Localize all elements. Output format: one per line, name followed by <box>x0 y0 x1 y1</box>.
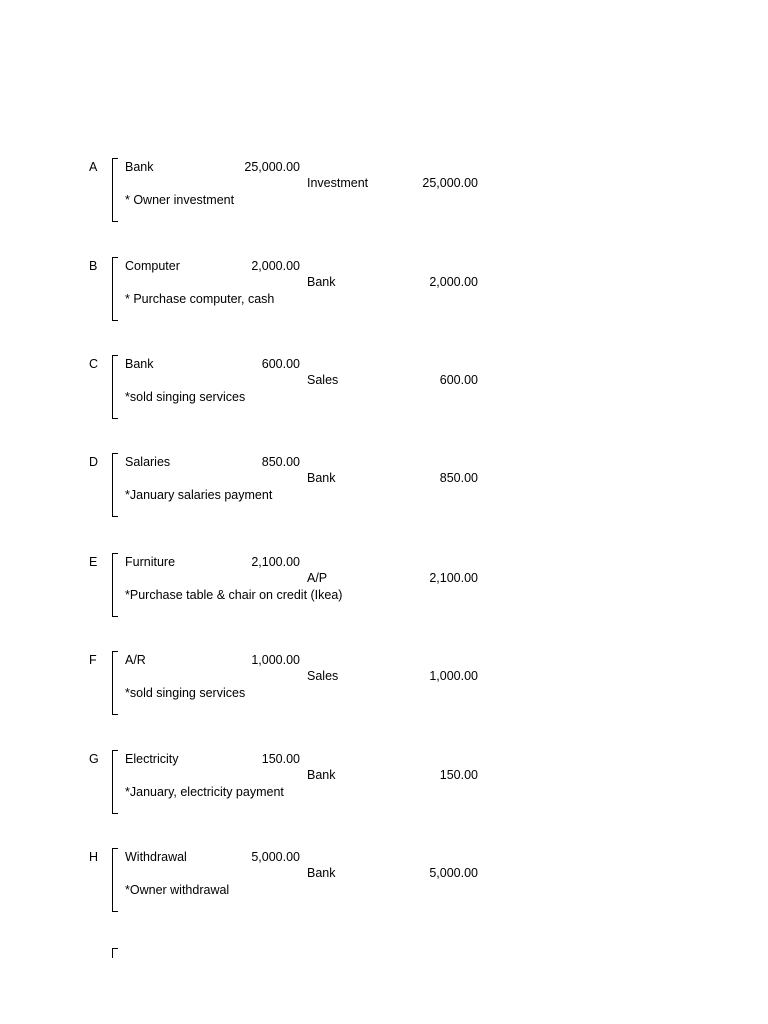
journal-entry-h <box>0 850 768 920</box>
entry-letter: B <box>89 259 98 273</box>
debit-account: Computer <box>125 259 180 273</box>
credit-account: A/P <box>307 571 328 585</box>
debit-amount: 2,100.00 <box>251 555 300 569</box>
entry-memo: *Owner withdrawal <box>125 883 230 897</box>
credit-account: Bank <box>307 275 336 289</box>
debit-account: Salaries <box>125 455 171 469</box>
credit-amount: 5,000.00 <box>429 866 478 880</box>
entry-bracket <box>112 750 118 814</box>
journal-entry-c <box>0 357 768 427</box>
entry-bracket <box>112 848 118 912</box>
debit-amount: 25,000.00 <box>244 160 300 174</box>
debit-account: Electricity <box>125 752 179 766</box>
entry-bracket <box>112 257 118 321</box>
credit-account: Bank <box>307 768 336 782</box>
debit-account: A/R <box>125 653 146 667</box>
credit-account: Sales <box>307 669 339 683</box>
entry-bracket <box>112 553 118 617</box>
entry-memo: *sold singing services <box>125 686 246 700</box>
credit-amount: 1,000.00 <box>429 669 478 683</box>
entry-bracket <box>112 158 118 222</box>
debit-amount: 150.00 <box>261 752 300 766</box>
credit-amount: 600.00 <box>439 373 478 387</box>
credit-amount: 25,000.00 <box>422 176 478 190</box>
debit-account: Bank <box>125 160 154 174</box>
entry-memo: *January salaries payment <box>125 488 273 502</box>
entry-letter: H <box>89 850 99 864</box>
credit-account: Investment <box>307 176 369 190</box>
debit-amount: 2,000.00 <box>251 259 300 273</box>
credit-amount: 2,100.00 <box>429 571 478 585</box>
journal-entry-b <box>0 259 768 329</box>
journal-entry-a <box>0 160 768 230</box>
credit-amount: 850.00 <box>439 471 478 485</box>
debit-account: Bank <box>125 357 154 371</box>
debit-amount: 1,000.00 <box>251 653 300 667</box>
entry-memo: *sold singing services <box>125 390 246 404</box>
credit-account: Bank <box>307 471 336 485</box>
cut-off-entry-bracket <box>112 948 118 958</box>
entry-memo: *January, electricity payment <box>125 785 284 799</box>
journal-entry-g <box>0 752 768 822</box>
journal-entry-e <box>0 555 768 625</box>
entry-memo: * Owner investment <box>125 193 235 207</box>
journal-entry-d <box>0 455 768 525</box>
credit-amount: 150.00 <box>439 768 478 782</box>
entry-letter: F <box>89 653 97 667</box>
debit-amount: 600.00 <box>261 357 300 371</box>
credit-account: Bank <box>307 866 336 880</box>
entry-letter: A <box>89 160 98 174</box>
entry-bracket <box>112 651 118 715</box>
debit-amount: 5,000.00 <box>251 850 300 864</box>
entry-memo: *Purchase table & chair on credit (Ikea) <box>125 588 343 602</box>
debit-amount: 850.00 <box>261 455 300 469</box>
credit-amount: 2,000.00 <box>429 275 478 289</box>
entry-bracket <box>112 453 118 517</box>
entry-memo: * Purchase computer, cash <box>125 292 275 306</box>
entry-letter: G <box>89 752 99 766</box>
entry-letter: C <box>89 357 99 371</box>
entry-letter: D <box>89 455 99 469</box>
debit-account: Withdrawal <box>125 850 187 864</box>
entry-letter: E <box>89 555 98 569</box>
journal-entry-f <box>0 653 768 723</box>
debit-account: Furniture <box>125 555 176 569</box>
entry-bracket <box>112 355 118 419</box>
credit-account: Sales <box>307 373 339 387</box>
